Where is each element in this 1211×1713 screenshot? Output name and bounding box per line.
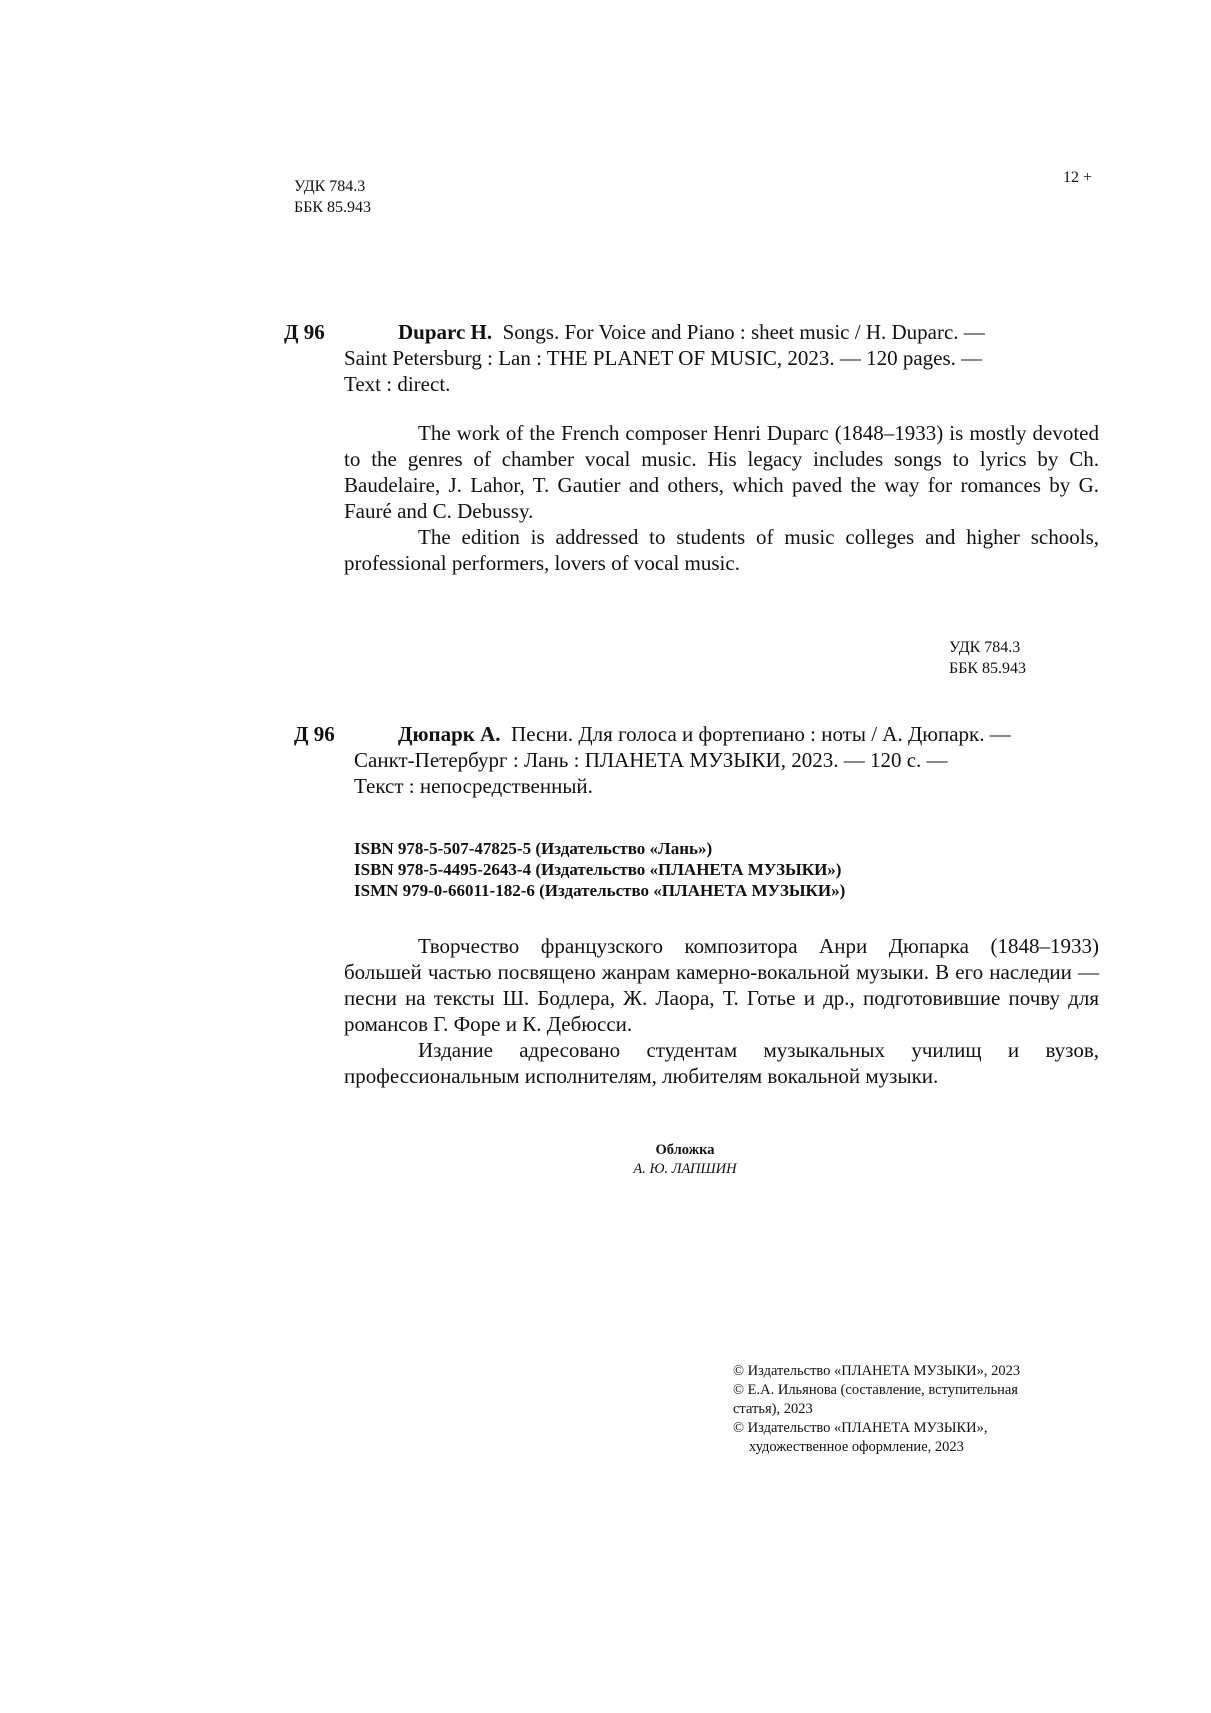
isbn-block bbox=[354, 838, 845, 901]
ru-author: Дюпарк А. bbox=[398, 722, 501, 746]
ru-annotation bbox=[344, 933, 1099, 1089]
ru-title: Песни. Для голоса и фортепиано : ноты / А. Дюпарк. — bbox=[511, 722, 1011, 746]
ru-annotation-para-1: Творчество французского композитора Анри Дюпарка (1848–1933) большей частью посвящено жанрам камерно-вокальной музыки. В его наследии — песни на тексты Ш. Бодлера, Ж. Лаора, Т. Готье и др., подготовившие почву для романсов Г. Форе и К. Дебюсси. bbox=[344, 934, 1099, 1036]
copyright-line-4: © Издательство «ПЛАНЕТА МУЗЫКИ», bbox=[733, 1420, 988, 1436]
isbn-planeta: ISBN 978-5-4495-2643-4 (Издательство «ПЛАНЕТА МУЗЫКИ») bbox=[354, 860, 842, 879]
ru-annotation-para-2: Издание адресовано студентам музыкальных училищ и вузов, профессиональным исполнителям, любителям вокальной музыки. bbox=[344, 1038, 1099, 1088]
en-bib-line-2: Saint Petersburg : Lan : THE PLANET OF MUSIC, 2023. — 120 pages. — bbox=[344, 346, 983, 370]
en-bibliographic-record bbox=[344, 319, 1099, 397]
copyright-line-1: © Издательство «ПЛАНЕТА МУЗЫКИ», 2023 bbox=[733, 1363, 1021, 1379]
copyright-line-2: © Е.А. Ильянова (составление, вступительная bbox=[733, 1382, 1018, 1398]
ru-bibliographic-record bbox=[354, 721, 1099, 799]
ru-bib-line-1 bbox=[354, 721, 1099, 747]
en-annotation-para-2: The edition is addressed to students of music colleges and higher schools, professional performers, lovers of vocal music. bbox=[344, 525, 1099, 575]
ru-classification bbox=[949, 637, 1026, 679]
en-annotation-para-1: The work of the French composer Henri Duparc (1848–1933) is mostly devoted to the genres of chamber vocal music. His legacy includes songs to lyrics by Ch. Baudelaire, J. Lahor, T. Gautier and others, which paved the way for romances by G. Fauré and C. Debussy. bbox=[344, 421, 1099, 523]
ru-author-code: Д 96 bbox=[294, 722, 335, 746]
ru-bib-line-3: Текст : непосредственный. bbox=[354, 774, 593, 798]
en-bib-line-3: Text : direct. bbox=[344, 372, 451, 396]
en-bbk: ББК 85.943 bbox=[294, 199, 372, 216]
cover-label: Обложка bbox=[655, 1142, 715, 1158]
age-rating: 12 + bbox=[1063, 169, 1093, 186]
cover-artist: А. Ю. ЛАПШИН bbox=[633, 1161, 737, 1177]
copyright-block bbox=[733, 1362, 1093, 1457]
copyright-line-5: художественное оформление, 2023 bbox=[749, 1439, 964, 1455]
en-udk: УДК 784.3 bbox=[294, 178, 366, 195]
en-classification bbox=[294, 176, 371, 218]
ru-udk: УДК 784.3 bbox=[949, 639, 1021, 656]
en-bib-line-1 bbox=[344, 319, 1099, 345]
en-author-code: Д 96 bbox=[284, 320, 325, 344]
ismn-planeta: ISMN 979-0-66011-182-6 (Издательство «ПЛАНЕТА МУЗЫКИ») bbox=[354, 881, 846, 900]
copyright-line-3: статья), 2023 bbox=[733, 1401, 813, 1417]
ru-bbk: ББК 85.943 bbox=[949, 660, 1027, 677]
isbn-lan: ISBN 978-5-507-47825-5 (Издательство «Лань») bbox=[354, 839, 713, 858]
en-title: Songs. For Voice and Piano : sheet music / H. Duparc. — bbox=[502, 320, 985, 344]
en-annotation bbox=[344, 420, 1099, 576]
cover-credit bbox=[0, 1141, 1211, 1179]
en-author: Duparc H. bbox=[398, 320, 493, 344]
ru-bib-line-2: Санкт-Петербург : Лань : ПЛАНЕТА МУЗЫКИ, 2023. — 120 с. — bbox=[354, 748, 948, 772]
